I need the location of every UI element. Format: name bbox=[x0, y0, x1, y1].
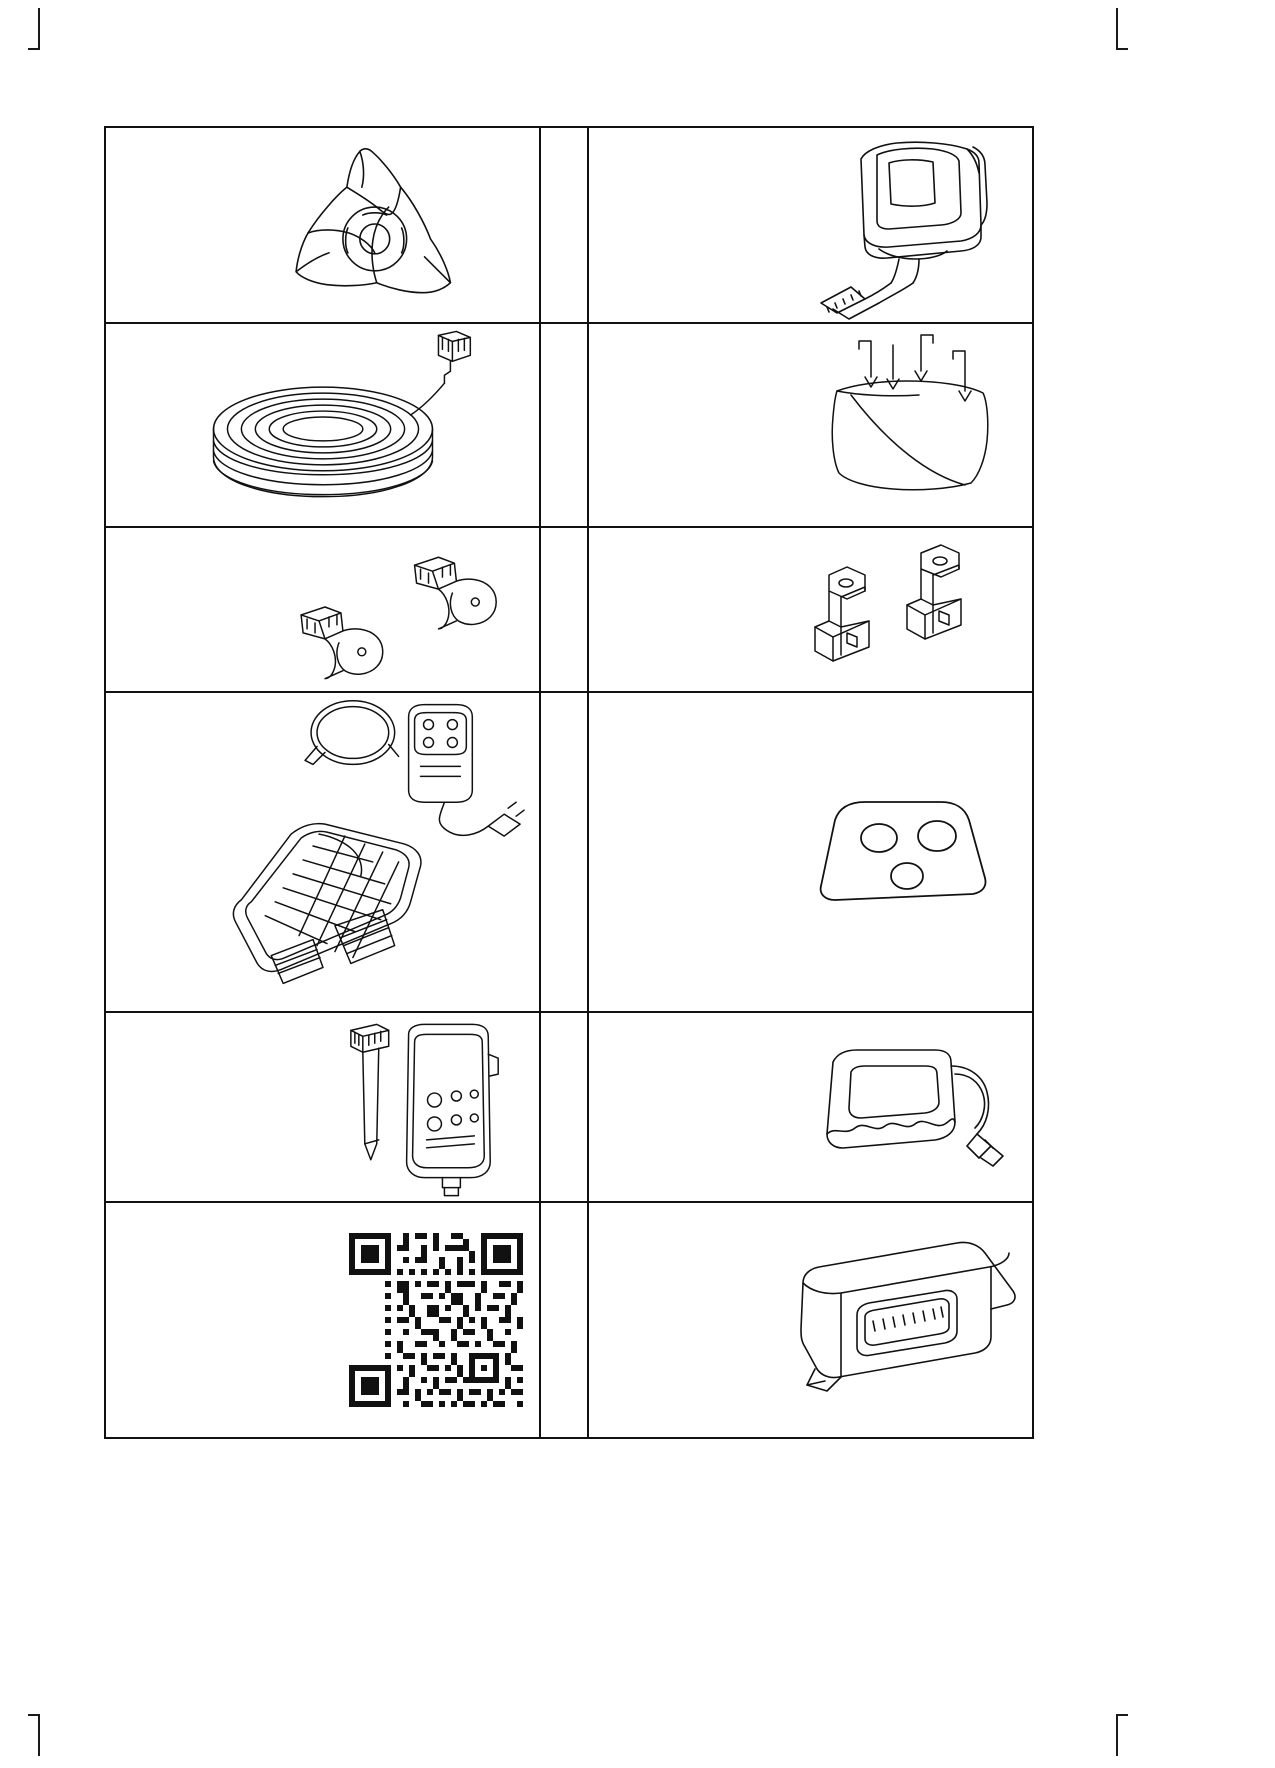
cell-mounting-brackets bbox=[589, 528, 1032, 691]
blade-disc-illustration bbox=[106, 128, 539, 322]
table-row bbox=[106, 1013, 1032, 1203]
table-row bbox=[106, 528, 1032, 693]
base-plate-power-supply-illustration bbox=[106, 693, 539, 1011]
top-cover-panel-illustration bbox=[589, 693, 1032, 1011]
wire-connectors-illustration bbox=[106, 528, 539, 691]
mounting-brackets-illustration bbox=[589, 528, 1032, 691]
cell-ground-stake-and-remote bbox=[106, 1013, 541, 1201]
crop-mark-top-right bbox=[1088, 8, 1128, 58]
battery-pack-illustration bbox=[589, 1013, 1032, 1201]
cell-wire-pegs-bag bbox=[589, 324, 1032, 526]
cell-spacer bbox=[541, 693, 589, 1011]
crop-mark-top-left bbox=[28, 8, 68, 58]
wire-pegs-bag-illustration bbox=[589, 324, 1032, 526]
cell-top-cover-panel bbox=[589, 693, 1032, 1011]
cell-wire-connectors bbox=[106, 528, 541, 691]
table-row bbox=[106, 693, 1032, 1013]
table-row bbox=[106, 1203, 1032, 1437]
cell-spacer bbox=[541, 1013, 589, 1201]
table-row bbox=[106, 128, 1032, 324]
cell-spacer bbox=[541, 1203, 589, 1437]
cell-spacer bbox=[541, 528, 589, 691]
parts-table bbox=[104, 126, 1034, 1439]
cell-qr-code bbox=[106, 1203, 541, 1437]
table-row bbox=[106, 324, 1032, 528]
crop-mark-bottom-left bbox=[28, 1700, 68, 1756]
crop-mark-bottom-right bbox=[1088, 1700, 1128, 1756]
cell-base-plate-with-power-supply bbox=[106, 693, 541, 1011]
cell-battery-pack bbox=[589, 1013, 1032, 1201]
charging-station-head-illustration bbox=[589, 128, 1032, 322]
qr-code[interactable] bbox=[349, 1233, 523, 1407]
cell-blade-disc bbox=[106, 128, 541, 322]
cell-charging-station-head bbox=[589, 128, 1032, 322]
cell-connector-module bbox=[589, 1203, 1032, 1437]
ground-stake-remote-illustration bbox=[106, 1013, 539, 1201]
boundary-wire-coil-illustration bbox=[106, 324, 539, 526]
cell-boundary-wire-coil bbox=[106, 324, 541, 526]
connector-module-illustration bbox=[589, 1203, 1032, 1437]
cell-spacer bbox=[541, 128, 589, 322]
cell-spacer bbox=[541, 324, 589, 526]
